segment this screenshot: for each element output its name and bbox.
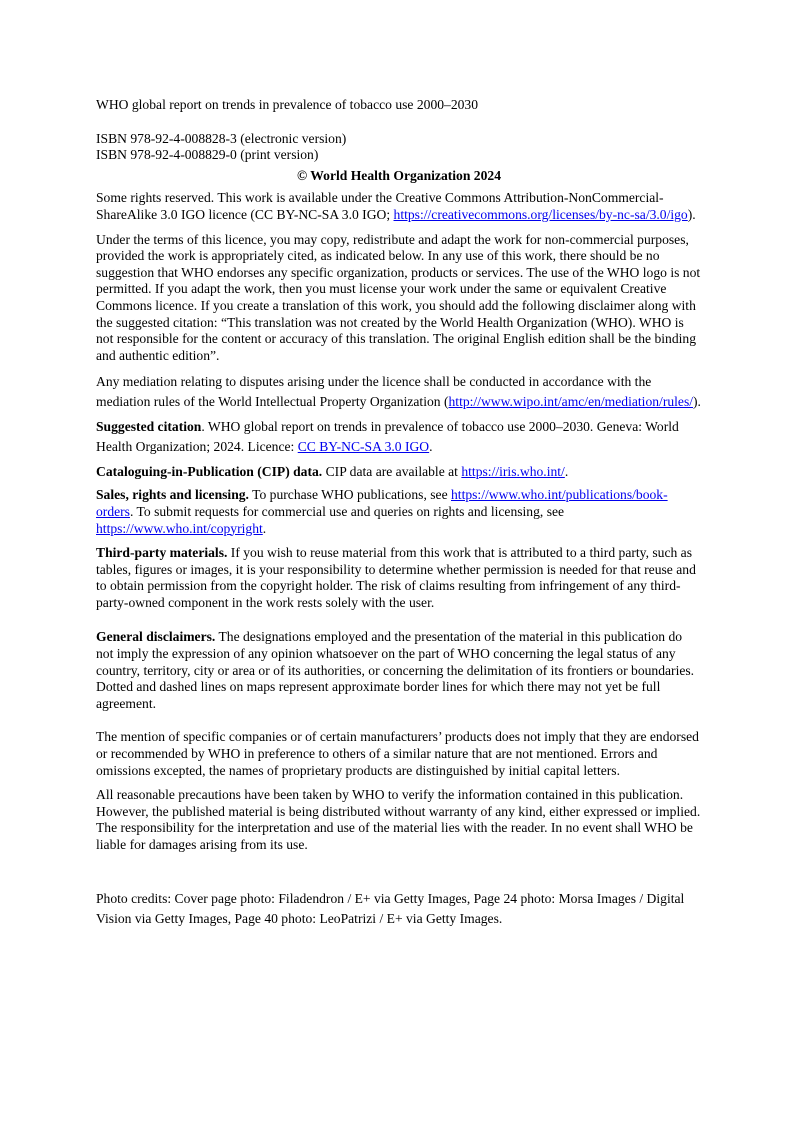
licence-terms-paragraph: Under the terms of this licence, you may copy, redistribute and adapt the work for non-commercial purposes, provided the work is appropriately cited, as indicated below. In any use of this work, there should be no suggestion that WHO endorses any specific organization, products or services. The use of the WHO logo is not permitted. If you adapt the work, then you must license your work under the same or equivalent Creative Commons licence. If you create a translation of this work, you should add the following disclaimer along with the suggested citation: “This translation was not created by the World Health Organization (WHO). WHO is not responsible for the content or accuracy of this translation. The original English edition shall be the binding and authentic edition”. <box>96 231 701 363</box>
mediation-paragraph <box>96 372 702 412</box>
disclaimers-label: General disclaimers. <box>96 629 216 645</box>
cip-text: CIP data are available at <box>322 464 462 480</box>
mediation-end: ). <box>693 394 701 410</box>
third-party-paragraph <box>96 545 702 611</box>
copyright-link[interactable]: https://www.who.int/copyright <box>96 520 263 536</box>
book-orders-link[interactable]: https://www.who.int/publications/book-orders <box>96 487 668 519</box>
isbn-electronic: ISBN 978-92-4-008828-3 (electronic version) <box>96 130 347 146</box>
sales-paragraph <box>96 487 702 537</box>
mention-paragraph: The mention of specific companies or of certain manufacturers’ products does not imply that they are endorsed or recommended by WHO in preference to others of a similar nature that are not mentioned. Errors and omissions excepted, the names of proprietary products are distinguished by initial capital letters. <box>96 729 699 778</box>
sales-text: To purchase WHO publications, see <box>248 487 451 503</box>
precautions-paragraph: All reasonable precautions have been taken by WHO to verify the information contained in this publication. However, the published material is being distributed without warranty of any kind, either expressed or implied. The responsibility for the interpretation and use of the material lies with the reader. In no event shall WHO be liable for damages arising from its use. <box>96 787 701 852</box>
sales-label: Sales, rights and licensing. <box>96 487 249 503</box>
licence-link[interactable]: CC BY-NC-SA 3.0 IGO <box>297 439 430 455</box>
sales-text-2: . To submit requests for commercial use and queries on rights and licensing, see <box>129 503 565 519</box>
citation-text: . WHO global report on trends in prevalence of tobacco use 2000–2030. Geneva: World Health Organization; 2024. Licence: <box>96 419 679 455</box>
copyright-notice: © World Health Organization 2024 <box>297 167 501 183</box>
cip-end: . <box>564 464 569 480</box>
disclaimers-text: The designations employed and the presentation of the material in this publication do not imply the expression of any opinion whatsoever on the part of WHO concerning the legal status of any country, territory, city or area or of its authorities, or concerning the delimitation of its frontiers or boundaries. Dotted and dashed lines on maps represent approximate border lines for which there may not yet be full agreement. <box>96 629 695 711</box>
photo-credits: Photo credits: Cover page photo: Filadendron / E+ via Getty Images, Page 24 photo: Morsa Images / Digital Vision via Getty Images, Page 40 photo: LeoPatrizi / E+ via Getty Images. <box>96 890 685 926</box>
cip-label: Cataloguing-in-Publication (CIP) data. <box>96 464 323 480</box>
mediation-text: Any mediation relating to disputes arising under the licence shall be conducted in accordance with the mediation rules of the World Intellectual Property Organization ( <box>96 374 652 410</box>
copyright-page <box>96 97 702 929</box>
disclaimers-paragraph <box>96 629 702 712</box>
rights-text: Some rights reserved. This work is available under the Creative Commons Attribution-NonCommercial-ShareAlike 3.0 IGO licence (CC BY-NC-SA 3.0 IGO; <box>96 190 664 222</box>
cip-paragraph <box>96 462 702 482</box>
third-party-label: Third-party materials. <box>96 545 228 561</box>
report-title: WHO global report on trends in prevalence of tobacco use 2000–2030 <box>96 97 479 112</box>
rights-end: ). <box>687 206 696 222</box>
citation-paragraph <box>96 417 702 457</box>
wipo-mediation-link[interactable]: http://www.wipo.int/amc/en/mediation/rules/ <box>448 394 694 410</box>
citation-end: . <box>429 439 433 455</box>
rights-paragraph <box>96 190 702 223</box>
isbn-print: ISBN 978-92-4-008829-0 (print version) <box>96 147 319 163</box>
sales-end: . <box>262 520 267 536</box>
iris-link[interactable]: https://iris.who.int/ <box>461 464 565 480</box>
third-party-text: If you wish to reuse material from this work that is attributed to a third party, such as tables, figures or images, it is your responsibility to determine whether permission is needed for that reuse and to obtain permission from the copyright holder. The risk of claims resulting from infringement of any third-party-owned component in the work rests solely with the user. <box>96 545 696 610</box>
creative-commons-link[interactable]: https://creativecommons.org/licenses/by-nc-sa/3.0/igo <box>393 206 688 222</box>
citation-label: Suggested citation <box>96 419 202 435</box>
